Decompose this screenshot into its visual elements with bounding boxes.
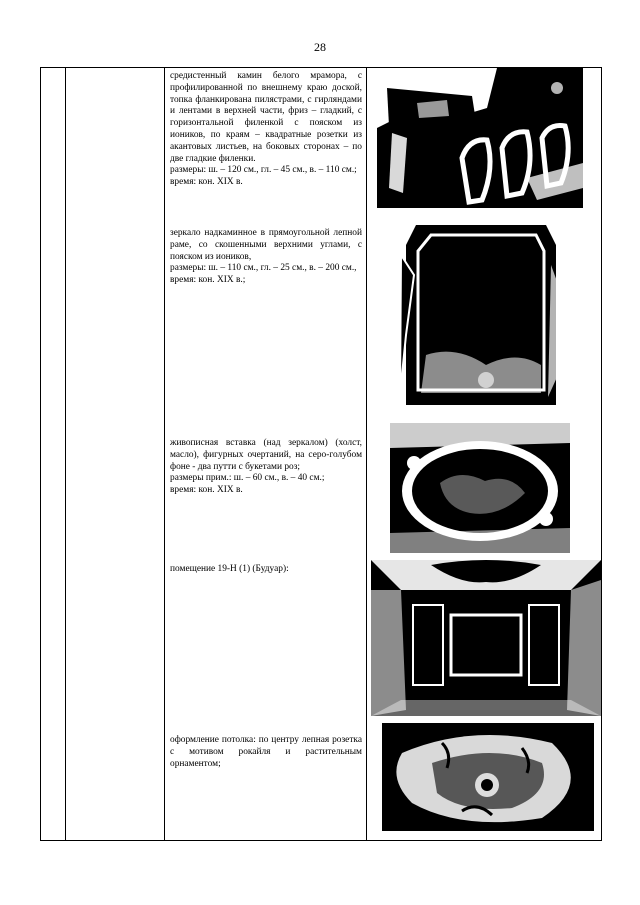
item-time: время: кон. XIX в.	[170, 177, 243, 188]
page-number: 28	[314, 40, 326, 54]
item-description: зеркало надкаминное в прямоугольной лепной раме, со скошенными верхними углами, с пояском из иоников,	[170, 228, 362, 262]
item-size: размеры: ш. – 110 см., гл. – 25 см., в. – 200 см.,	[170, 263, 357, 274]
table-row-mirror	[170, 228, 362, 287]
item-description: живописная вставка (над зеркалом) (холст, масло), фигурных очертаний, на серо-голубом фоне - два путти с букетами роз;	[170, 438, 362, 472]
column-divider	[164, 68, 165, 840]
item-description: средистенный камин белого мрамора, с профилированной по внешнему краю доской, топка фланкирована пилястрами, с гирляндами и лентами в верхней части, фриз – гладкий, с горизонтальной филенкой с пояском из иоников, по краям – квадратные розетки из акантовых листьев, на боковых сторонах – по две гладкие филенки.	[170, 71, 362, 164]
item-size: размеры прим.: ш. – 60 см., в. – 40 см.;	[170, 473, 325, 484]
painting-photo	[390, 423, 570, 553]
boudoir-room-photo	[371, 560, 601, 716]
item-time: время: кон. XIX в.;	[170, 275, 246, 286]
fireplace-photo	[377, 68, 583, 208]
column-divider	[366, 68, 367, 840]
item-description: оформление потолка: по центру лепная розетка с мотивом рокайля и растительным орнаментом;	[170, 735, 362, 769]
item-size: размеры: ш. – 120 см., гл. – 45 см., в. – 110 см.;	[170, 165, 357, 176]
table-row-painting	[170, 438, 362, 497]
table-row-room	[170, 564, 362, 576]
table-row-fireplace	[170, 71, 362, 189]
mirror-photo	[396, 215, 566, 411]
inventory-table	[40, 67, 602, 841]
ceiling-rosette-photo	[382, 723, 594, 831]
column-divider	[65, 68, 66, 840]
table-row-ceiling	[170, 735, 362, 770]
item-description: помещение 19-Н (1) (Будуар):	[170, 564, 289, 574]
item-time: время: кон. XIX в.	[170, 485, 243, 496]
